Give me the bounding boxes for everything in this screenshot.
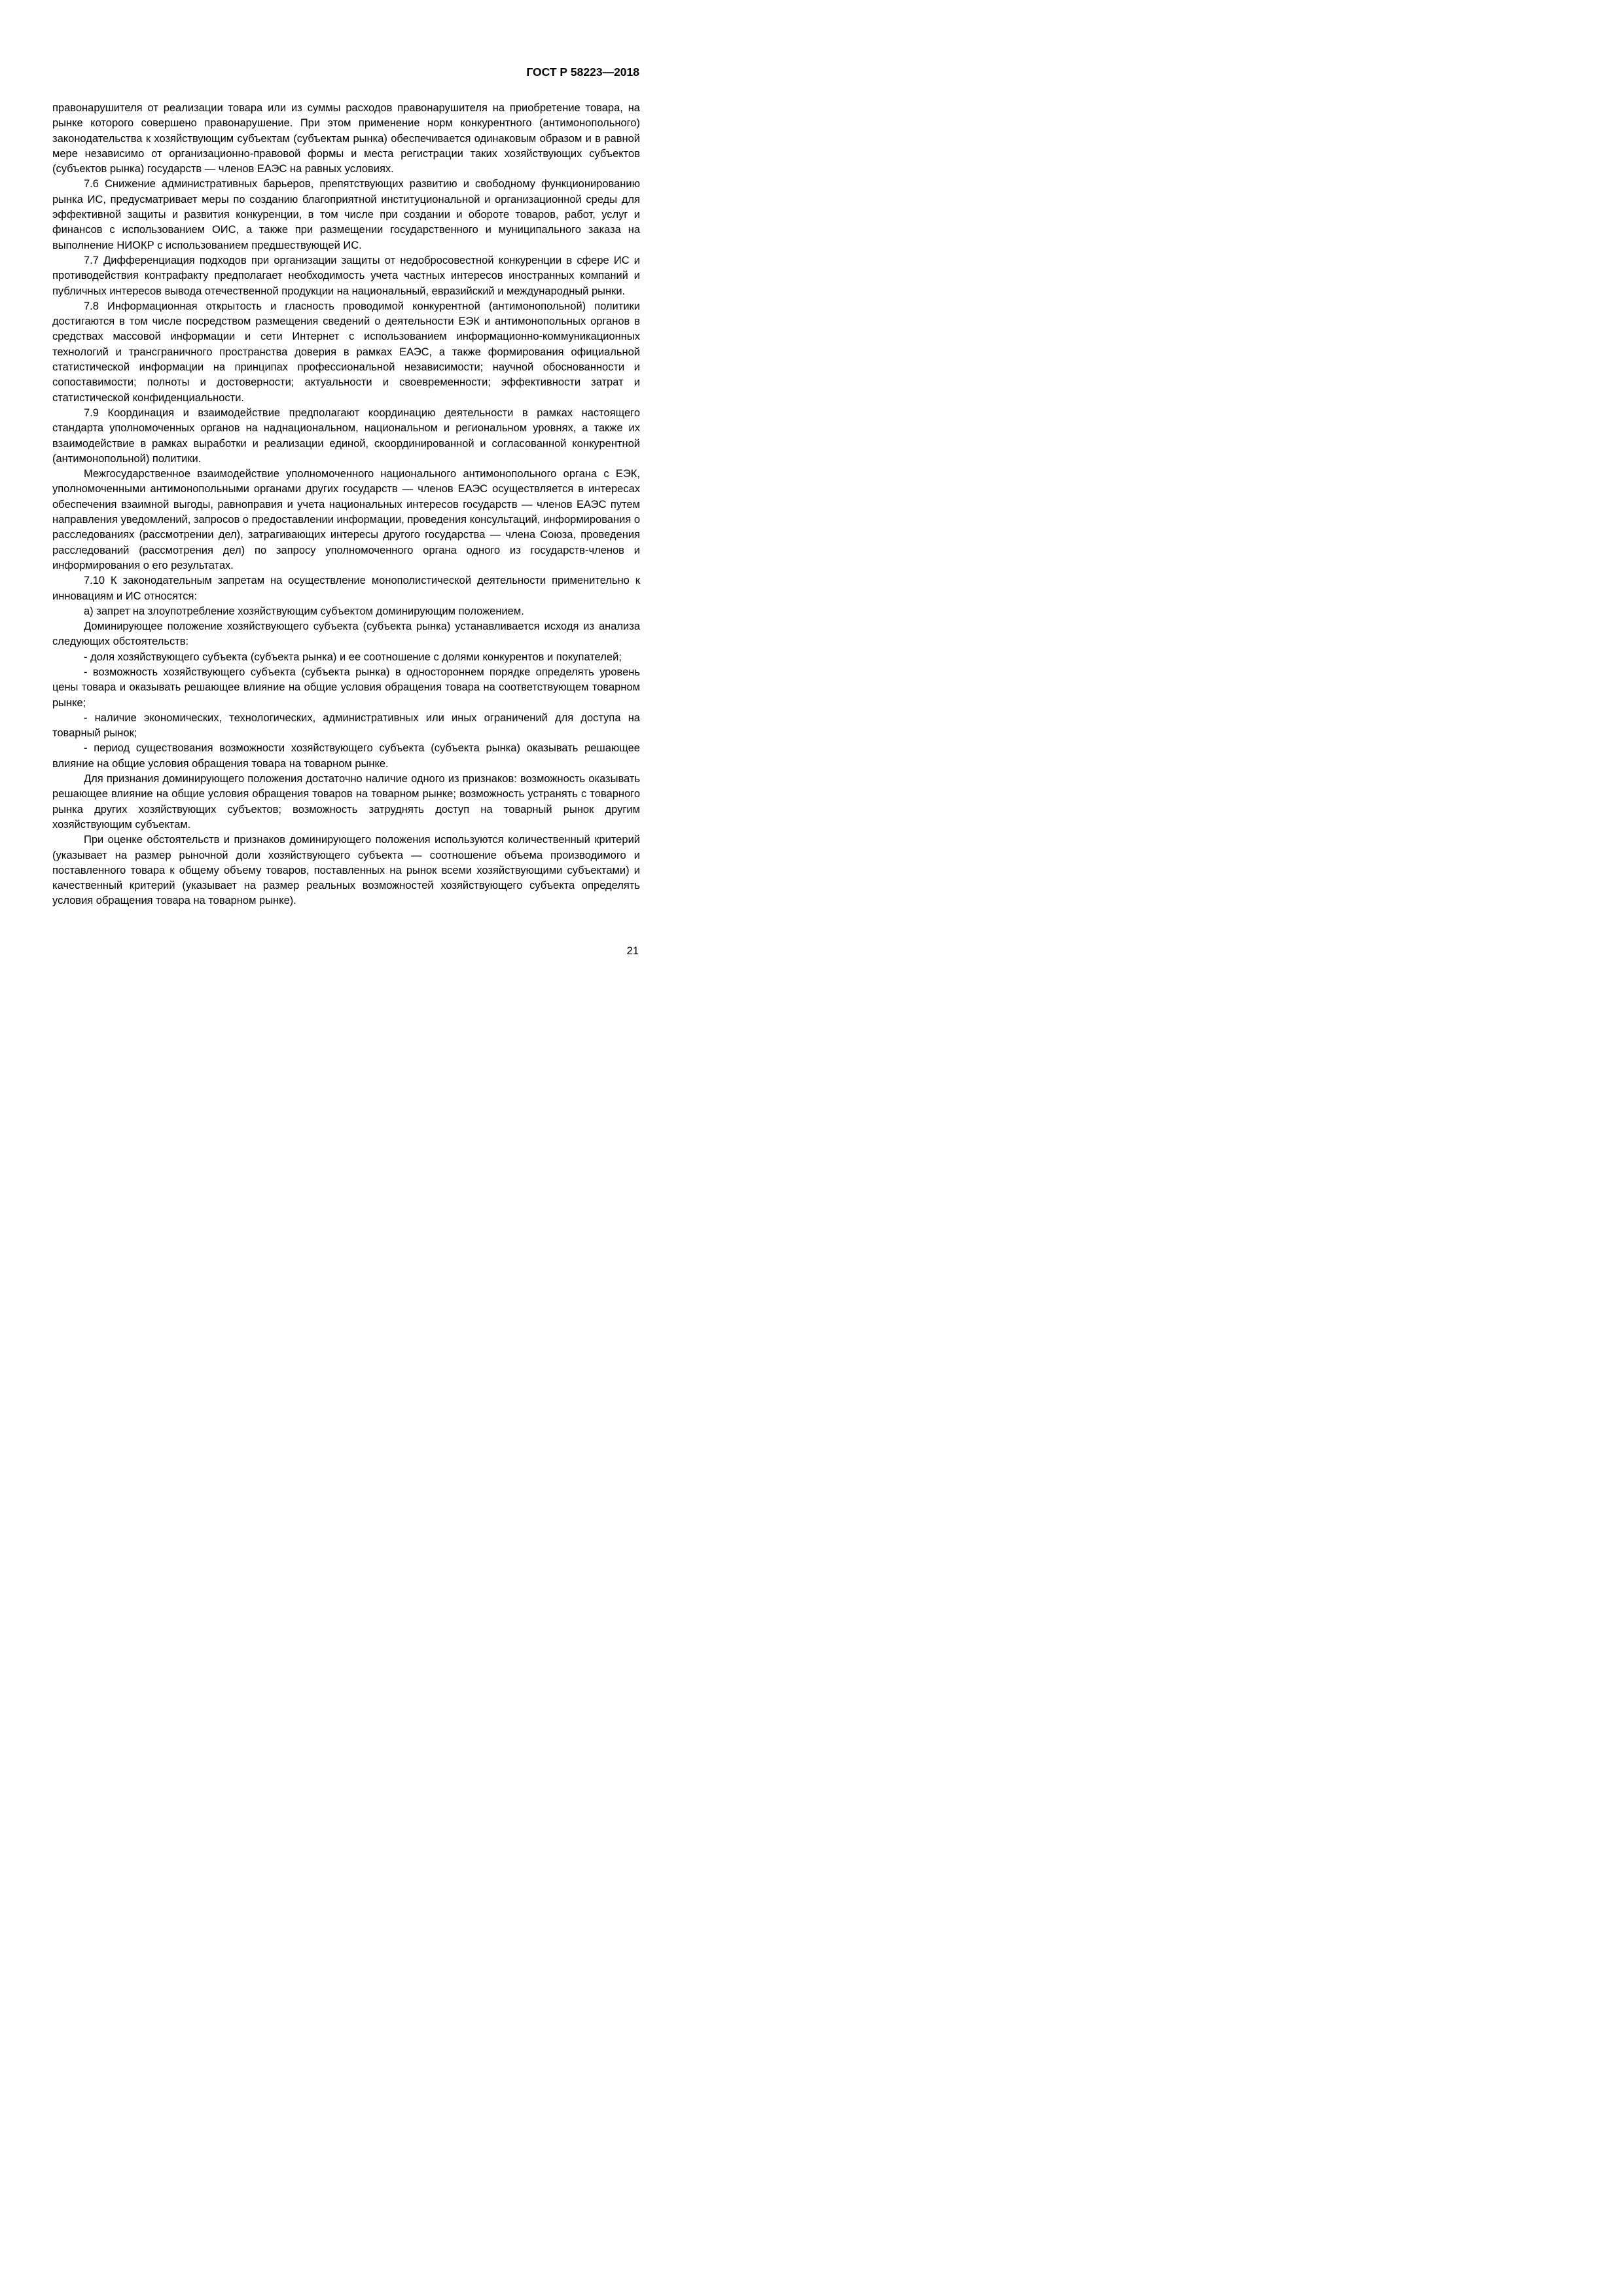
paragraph-interstate-cooperation: Межгосударственное взаимодействие уполномоченного национального антимонопольного органа с ЕЭК, уполномоченными антимонопольными органами других государств — членов ЕАЭС осуществляется в интересах обеспечения взаимной выгоды, равноправия и учета национальных интересов государств — членов ЕАЭС путем направления уведомлений, запросов о предоставлении информации, проведения консультаций, информирования о расследованиях (рассмотрении дел), затрагивающих интересы другого государства — члена Союза, проведения расследований (рассмотрения дел) по запросу уполномоченного органа одного из государств-членов и информирования о его результатах. — [52, 468, 641, 571]
list-item-period: - период существования возможности хозяйствующего субъекта (субъекта рынка) оказывать решающее влияние на общие условия обращения товара на товарном рынке. — [52, 742, 640, 770]
paragraph-recognition-criteria: Для признания доминирующего положения достаточно наличие одного из признаков: возможность оказывать решающее влияние на общие условия обращения товаров на товарном рынке; возможность устранять с товарного рынка других хозяйствующих субъектов; возможность затруднять доступ на товарный рынок другим хозяйствующим субъектам. — [52, 773, 640, 831]
paragraph-dominant-position: Доминирующее положение хозяйствующего субъекта (субъекта рынка) устанавливается исходя из анализа следующих обстоятельств: — [52, 620, 640, 648]
list-item-barriers: - наличие экономических, технологических, административных или иных ограничений для доступа на товарный рынок; — [52, 711, 640, 740]
list-item-share: - доля хозяйствующего субъекта (субъекта рынка) и ее соотношение с долями конкурентов и покупателей; — [84, 651, 622, 663]
paragraph-7-10: 7.10 К законодательным запретам на осуществление монополистической деятельности применительно к инновациям и ИС относятся: — [52, 575, 640, 602]
document-page — [0, 0, 720, 1018]
paragraph-continuation: правонарушителя от реализации товара или из суммы расходов правонарушителя на приобретение товара, на рынке которого совершено правонарушение. При этом применение норм конкурентного (антимонопольного) законодательства к хозяйствующим субъектам (субъектам рынка) обеспечивается одинаковым образом и в равной мере независимо от организационно-правовой формы и места регистрации таких хозяйствующих субъектов (субъектов рынка) государств — членов ЕАЭС на равных условиях. — [52, 102, 640, 175]
page-number: 21 — [626, 945, 639, 957]
document-header-standard-id: ГОСТ Р 58223—2018 — [526, 65, 639, 79]
document-body — [52, 101, 640, 909]
paragraph-assessment-criteria: При оценке обстоятельств и признаков доминирующего положения используются количественный критерий (указывает на размер рыночной доли хозяйствующего субъекта — соотношение объема производимого и поставленного товара к общему объему товаров, поставленных на рынок всеми хозяйствующими субъектами) и качественный критерий (указывает на размер реальных возможностей хозяйствующего субъекта определять условия обращения товара на товарном рынке). — [52, 834, 640, 907]
list-item-price-influence: - возможность хозяйствующего субъекта (субъекта рынка) в одностороннем порядке определять уровень цены товара и оказывать решающее влияние на общие условия обращения товара на соответствующем товарном рынке; — [52, 666, 640, 709]
paragraph-7-9: 7.9 Координация и взаимодействие предполагают координацию деятельности в рамках настоящего стандарта уполномоченных органов на наднациональном, национальном и региональном уровнях, а также их взаимодействие в рамках выработки и реализации единой, скоординированной и согласованной конкурентной (антимонопольной) политики. — [52, 406, 640, 465]
paragraph-7-7: 7.7 Дифференциация подходов при организации защиты от недобросовестной конкуренции в сфере ИС и противодействия контрафакту предполагает необходимость учета частных интересов иностранных компаний и публичных интересов вывода отечественной продукции на национальный, евразийский и международный рынки. — [52, 254, 640, 297]
paragraph-7-6: 7.6 Снижение административных барьеров, препятствующих развитию и свободному функционированию рынка ИС, предусматривает меры по созданию благоприятной институциональной и организационной среды для эффективной защиты и развития конкуренции, в том числе при создании и обороте товаров, работ, услуг и финансов с использованием ОИС, а также при размещении государственного и муниципального заказа на выполнение НИОКР с использованием предшествующей ИС. — [52, 178, 640, 251]
paragraph-7-8: 7.8 Информационная открытость и гласность проводимой конкурентной (антимонопольной) политики достигаются в том числе посредством размещения сведений о деятельности ЕЭК и антимонопольных органов в средствах массовой информации и сети Интернет с использованием информационно-коммуникационных технологий и трансграничного пространства доверия в рамках ЕАЭС, а также формирования официальной статистической информации на принципах профессиональной независимости; научной обоснованности и сопоставимости; полноты и достоверности; актуальности и своевременности; эффективности затрат и статистической конфиденциальности. — [52, 300, 640, 404]
list-item-a: а) запрет на злоупотребление хозяйствующим субъектом доминирующим положением. — [84, 605, 524, 617]
